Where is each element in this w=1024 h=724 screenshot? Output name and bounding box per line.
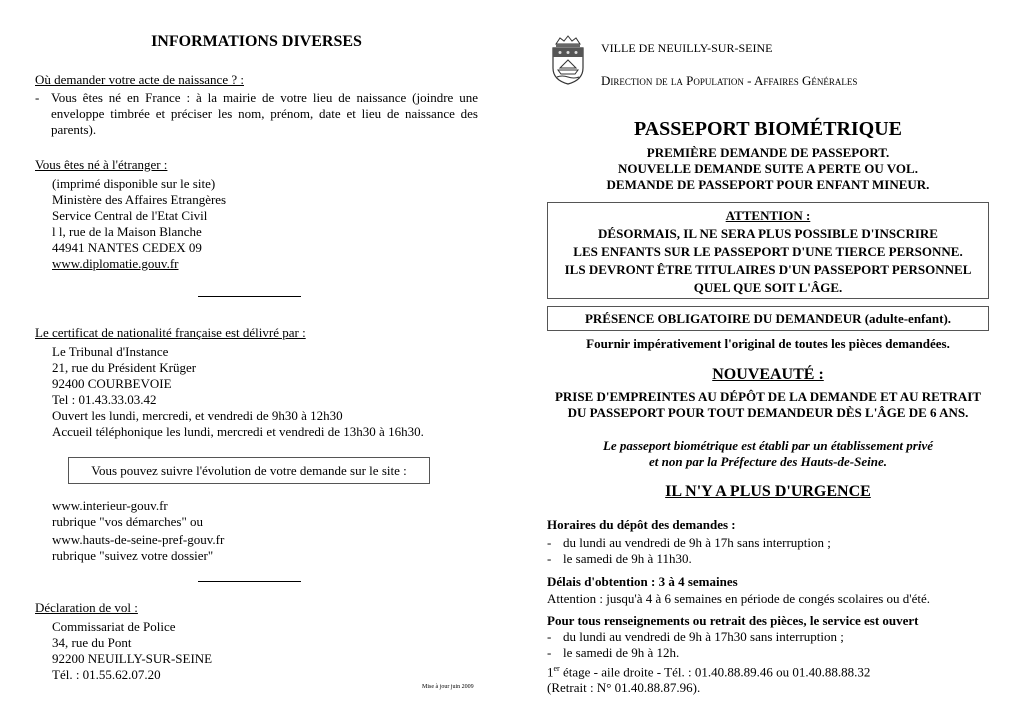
birth-item <box>35 90 478 138</box>
address-line: l l, rue de la Maison Blanche <box>52 224 202 239</box>
subtitle-line: NOUVELLE DEMANDE SUITE A PERTE OU VOL. <box>618 161 918 176</box>
site-note: rubrique "suivez votre dossier" <box>52 548 214 563</box>
private-line: et non par la Préfecture des Hauts-de-Seine. <box>649 454 887 469</box>
abroad-heading: Vous êtes né à l'étranger : <box>35 157 168 172</box>
nationality-heading: Le certificat de nationalité française est délivré par : <box>35 325 306 340</box>
theft-heading: Déclaration de vol : <box>35 600 138 615</box>
address-line: Le Tribunal d'Instance <box>52 344 169 359</box>
interieur-link[interactable]: www.interieur-gouv.fr <box>52 498 168 513</box>
originals-note: Fournir impérativement l'original de toutes les pièces demandées. <box>586 336 950 351</box>
address-line: Commissariat de Police <box>52 619 176 634</box>
attention-heading: ATTENTION : <box>725 208 811 223</box>
attention-line: ILS DEVRONT ÊTRE TITULAIRES D'UN PASSEPORT PERSONNEL <box>564 262 972 277</box>
diplomatie-link[interactable]: www.diplomatie.gouv.fr <box>52 256 179 271</box>
subtitle-line: DEMANDE DE PASSEPORT POUR ENFANT MINEUR. <box>606 177 930 192</box>
request-types <box>546 145 990 193</box>
address-line: 44941 NANTES CEDEX 09 <box>52 240 202 255</box>
list-item: - du lundi au vendredi de 9h à 17h30 sans interruption ; <box>547 629 844 644</box>
hauts-de-seine-link[interactable]: www.hauts-de-seine-pref-gouv.fr <box>52 532 225 547</box>
list-item: - le samedi de 9h à 11h30. <box>547 551 692 566</box>
retrait-line: (Retrait : N° 01.40.88.87.96). <box>547 680 701 696</box>
info-list <box>547 629 987 696</box>
attention-line: DÉSORMAIS, IL NE SERA PLUS POSSIBLE D'INSCRIRE <box>598 226 938 241</box>
attention-line: QUEL QUE SOIT L'ÂGE. <box>693 280 843 295</box>
new-line: DU PASSEPORT POUR TOUT DEMANDEUR DÈS L'ÂGE DE 6 ANS. <box>567 405 969 420</box>
birth-item-text: Vous êtes né en France : à la mairie de votre lieu de naissance (joindre une enveloppe timbrée et préciser les nom, prénom, date et lieu de naissance des parents). <box>51 90 478 137</box>
page-title: PASSEPORT BIOMÉTRIQUE <box>633 118 903 140</box>
address-line: 92200 NEUILLY-SUR-SEINE <box>52 651 213 666</box>
fingerprint-note <box>546 389 990 421</box>
department-name: Direction de la Population - Affaires Générales <box>601 73 858 88</box>
phone-line: 1er étage - aile droite - Tél. : 01.40.88.89.46 ou 01.40.88.88.32 <box>547 664 871 680</box>
address-line: Tél. : 01.55.62.07.20 <box>52 667 161 682</box>
town-name: VILLE DE NEUILLY-SUR-SEINE <box>601 41 773 55</box>
attention-box <box>547 202 989 299</box>
address-line: (imprimé disponible sur le site) <box>52 176 216 191</box>
divider <box>198 581 301 582</box>
new-heading: NOUVEAUTÉ : <box>712 366 824 383</box>
left-title: INFORMATIONS DIVERSES <box>151 33 362 50</box>
urgency-heading: IL N'Y A PLUS D'URGENCE <box>665 483 871 500</box>
private-line: Le passeport biométrique est établi par un établissement privé <box>602 438 934 453</box>
coat-of-arms-icon <box>550 34 586 86</box>
address-line: Service Central de l'Etat Civil <box>52 208 208 223</box>
private-note <box>546 438 990 470</box>
address-line: Accueil téléphonique les lundi, mercredi et vendredi de 13h30 à 16h30. <box>52 424 424 439</box>
sites-list <box>52 498 224 564</box>
address-line: Tel : 01.43.33.03.42 <box>52 392 157 407</box>
address-line: Ministère des Affaires Etrangères <box>52 192 227 207</box>
attention-line: LES ENFANTS SUR LE PASSEPORT D'UNE TIERCE PERSONNE. <box>573 244 963 259</box>
follow-box: Vous pouvez suivre l'évolution de votre demande sur le site : <box>68 457 430 484</box>
presence-box: PRÉSENCE OBLIGATOIRE DU DEMANDEUR (adulte-enfant). <box>547 306 989 331</box>
address-line: 34, rue du Pont <box>52 635 132 650</box>
site-note: rubrique "vos démarches" ou <box>52 514 204 529</box>
delays-heading: Délais d'obtention : 3 à 4 semaines <box>547 574 738 589</box>
delays-text: Attention : jusqu'à 4 à 6 semaines en période de congés scolaires ou d'été. <box>547 591 931 606</box>
birth-heading: Où demander votre acte de naissance ? : <box>35 72 244 87</box>
subtitle-line: PREMIÈRE DEMANDE DE PASSEPORT. <box>646 145 890 160</box>
tribunal-address <box>52 344 424 440</box>
hours-heading: Horaires du dépôt des demandes : <box>547 517 736 532</box>
address-line: 92400 COURBEVOIE <box>52 376 172 391</box>
new-line: PRISE D'EMPREINTES AU DÉPÔT DE LA DEMANDE ET AU RETRAIT <box>554 389 982 404</box>
address-line: 21, rue du Président Krüger <box>52 360 197 375</box>
divider <box>198 296 301 297</box>
police-address <box>52 619 212 683</box>
update-note: Mise à jour juin 2009 <box>422 684 474 690</box>
list-dash: - <box>35 90 40 105</box>
list-item: - du lundi au vendredi de 9h à 17h sans interruption ; <box>547 535 831 550</box>
address-line: Ouvert les lundi, mercredi, et vendredi de 9h30 à 12h30 <box>52 408 343 423</box>
hours-list <box>547 535 987 567</box>
list-item: - le samedi de 9h à 12h. <box>547 645 680 660</box>
abroad-address <box>52 176 226 272</box>
info-heading: Pour tous renseignements ou retrait des pièces, le service est ouvert <box>547 613 919 628</box>
